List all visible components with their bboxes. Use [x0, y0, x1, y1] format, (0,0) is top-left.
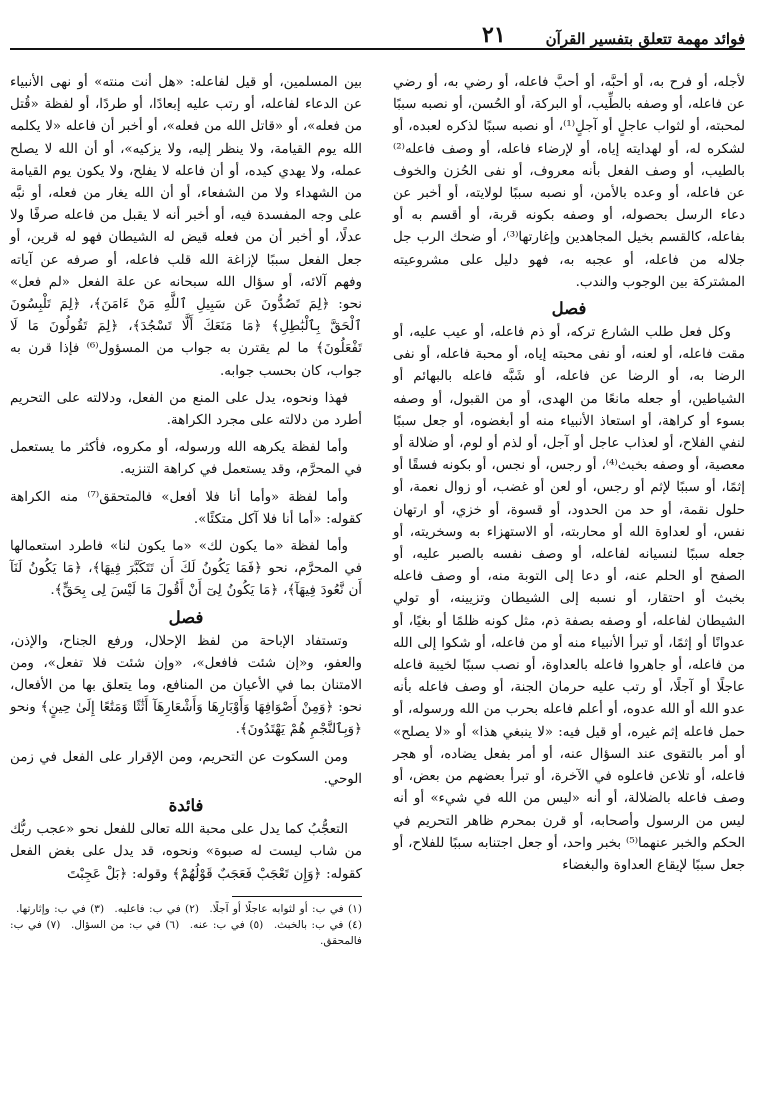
- section-title: فصل: [168, 607, 204, 627]
- paragraph: بين المسلمين، أو قيل لفاعله: «هل أنت منته» أو نهى الأنبياء عن الدعاء لفاعله، أو رتب عليه إبعادًا، أو طردًا، أو لفظة «قُتل من فعله»، أو «قاتل الله من فعله»، أو أخبر أن فاعله «لا يكلمه الله يوم القيامة، ولا ينظر إليه، ولا يزكيه»، أو أن الله لا يصلح عمله، ولا يهدي كيده، أو أن فاعله لا يفلح، ولا يكون يوم القيامة من الشهداء ولا من الشفعاء، أو أن الله يغار من فعله، أو نبَّه على وجه المفسدة فيه، أو أخبر أنه لا يقبل من فاعله صرفًا ولا عدلًا، أو أخبر أن من فعله قيض له الشيطان فهو له قرين، أو جعل الفعل سببًا لإزاغة الله قلب فاعله، أو صرفه عن آياته وفهم آلائه، أو سؤال الله سبحانه عن علة الفعل «لم فعل» نحو: ﴿لِمَ تَصُدُّونَ عَن سَبِيلِ ٱللَّهِ مَنْ ءَامَنَ﴾، ﴿لِمَ تَلْبِسُونَ ٱلْحَقَّ بِٱلْبَٰطِلِ﴾ ﴿مَا مَنَعَكَ أَلَّا تَسْجُدَ﴾، ﴿لِمَ تَقُولُونَ مَا لَا تَفْعَلُونَ﴾ ما لم يقترن به جواب من المسؤول⁽⁶⁾ فإذا قرن به جواب، كان بحسب جوابه.: [10, 75, 362, 379]
- running-title: فوائد مهمة تتعلق بتفسير القرآن: [545, 30, 745, 48]
- page-number: ٢١: [482, 22, 506, 48]
- paragraph: فهذا ونحوه، يدل على المنع من الفعل، ودلالته على التحريم أطرد من دلالته على مجرد الكراهة.: [10, 390, 362, 429]
- paragraph: وأما لفظة يكرهه الله ورسوله، أو مكروه، فأكثر ما يستعمل في المحرَّم، وقد يستعمل في كراهة التنزيه.: [10, 440, 362, 478]
- footnote: (٣) في ب: وإثارتها.: [16, 902, 105, 915]
- paragraph: وأما لفظة «ما يكون لك» «ما يكون لنا» فاطرد استعمالها في المحرَّم، نحو ﴿فَمَا يَكُونُ لَكَ أَن تَتَكَبَّرَ فِيهَا﴾، ﴿مَا يَكُونُ لَنَآ أَن نَّعُودَ فِيهَآ﴾، ﴿مَا يَكُونُ لِىٓ أَنْ أَقُولَ مَا لَيْسَ لِى بِحَقٍّ﴾.: [10, 539, 362, 599]
- footnote: (٢) في ب: فاعليه.: [114, 902, 200, 915]
- footnote: (٥) في ب: عنه.: [189, 918, 264, 931]
- paragraph: وتستفاد الإباحة من لفظ الإحلال، ورفع الجناح، والإذن، والعفو، و«إن شئت فافعل»، «وإن شئت فلا تفعل»، ومن الامتنان بما في الأعيان من المنافع، وما يتعلق بها من الأفعال، نحو: ﴿وَمِنْ أَصْوَافِهَا وَأَوْبَارِهَا وَأَشْعَارِهَآ أَثَٰثًا وَمَتَٰعًا إِلَىٰ حِينٍ﴾ ونحو ﴿وَبِٱلنَّجْمِ هُمْ يَهْتَدُونَ﴾.: [10, 633, 362, 738]
- page-header: [10, 4, 745, 50]
- paragraph: التعجُّبُ كما يدل على محبة الله تعالى للفعل نحو «عجب ربُّك من شاب ليست له صبوة» ونحوه، قد يدل على بغض الفعل كقوله: ﴿وَإِن تَعْجَبْ فَعَجَبٌ قَوْلُهُمْ﴾ وقوله: ﴿بَلْ عَجِبْتَ: [10, 822, 362, 882]
- footnote: (٦) في ب: من السؤال.: [70, 918, 180, 931]
- paragraph: وكل فعل طلب الشارع تركه، أو ذم فاعله، أو عيب عليه، أو مقت فاعله، أو لعنه، أو نفى محبته إياه، أو محبة فاعله، أو نفى الرضا به، أو الرضا عن فاعله، أو شَبَّه فاعله بالبهائم أو الشياطين، أو جعله مانعًا من الهدى، أو من القبول، أو وصفه بسوء أو كراهة، أو استعاذ الأنبياء منه أو أبغضوه، أو جعل سببًا لنفي الفلاح، أو لعذاب عاجل أو آجل، أو لذم أو لوم، أو ضلالة أو معصية، أو وصفه بخبث⁽⁴⁾، أو رجس، أو نجس، أو بكونه فسقًا أو إثمًا، أو سببًا لإثم أو رجس، أو لعن أو غضب، أو زوال نعمة، أو حلول نقمة، أو حد من الحدود، أو قسوة، أو خزي، أو ارتهان نفس، أو لعداوة الله أو محاربته، أو الاستهزاء به وسخريته، أو جعله سببًا لنسيانه لفاعله، أو وصف نفسه بالصبر عليه، أو الصفح أو الحلم عنه، أو دعا إلى التوبة منه، أو وصف فاعله بخبث أو احتقار، أو نسبه إلى الشيطان وتزيينه، أو تولي الشيطان لفاعله، أو وصفه بصفة ذم، مثل كونه ظلمًا أو بغيًا، أو عدوانًا أو إثمًا، أو تبرأ الأنبياء منه أو من فاعله، أو شكوا إلى الله من فاعله، أو جاهروا فاعله بالعداوة، أو نصب سببًا لخيبة فاعله عاجلًا أو آجلًا، أو رتب عليه حرمان الجنة، أو وصف فاعله بأنه عدو الله أو الله عدوه، أو أعلم فاعله بحرب من الله ورسوله، أو حمل فاعله إثم غيره، أو قيل فيه: «لا ينبغي هذا» أو «لا يصلح» أو أمر بالتقوى عند السؤال عنه، أو أمر بفعل يضاده، أو هجر فاعله، أو تلاعن فاعلوه في الآخرة، أو تبرأ بعضهم من بعض، أو وصف فاعله بالضلالة، أو أنه «ليس من الله في شيء» أو أنه ليس من الرسول وأصحابه، أو قرن بمحرم ظاهر التحريم في الحكم والخبر عنهما⁽⁵⁾ بخبر واحد، أو جعل اجتنابه سببًا للفلاح، أو جعل سببًا لإيقاع العداوة والبغضاء: [393, 325, 745, 873]
- subsection-title: فائدة: [168, 796, 204, 816]
- section-title: فصل: [551, 299, 587, 319]
- footnotes: [10, 901, 362, 949]
- right-column: [393, 72, 745, 949]
- text-columns: [10, 72, 745, 949]
- footnote: (١) في ب: أو لثوابه عاجلًا أو آجلًا.: [209, 902, 362, 915]
- footnote: (٤) في ب: بالخبث.: [273, 918, 362, 931]
- paragraph: لأجله، أو فرح به، أو أحبَّه، أو أحبَّ فاعله، أو رضي به، أو رضي عن فاعله، أو وصفه بالطِّيب، أو البركة، أو الحُسن، أو نصبه سببًا لمحبته، أو لثواب عاجلٍ أو آجلٍ⁽¹⁾، أو نصبه سببًا لذكره لعبده، أو لشكره له، أو لهدايته إياه، أو لإرضاء فاعله، أو وصف فاعله⁽²⁾ بالطيب، أو وصف الفعل بأنه معروف، أو نفى الحُزن والخوف عن فاعله، أو وعده بالأمن، أو نصبه سببًا لولايته، أو أخبر عن دعاء الرسل بحصوله، أو وصفه بكونه قربة، أو أقسم به أو بفاعله، كالقسم بخيل المجاهدين وإغارتها⁽³⁾، أو ضحك الرب جل جلاله من فاعله، أو عجبه به، فهو دليل على مشروعيته المشتركة بين الوجوب والندب.: [393, 75, 745, 290]
- footnote: (٧) في ب: فالمحقق.: [10, 918, 362, 947]
- paragraph: وأما لفظة «وأما أنا فلا أفعل» فالمتحقق⁽⁷⁾ منه الكراهة كقوله: «أما أنا فلا آكل متكئًا».: [10, 489, 362, 527]
- footnote-divider: [232, 896, 362, 897]
- paragraph: ومن السكوت عن التحريم، ومن الإقرار على الفعل في زمن الوحي.: [10, 749, 362, 787]
- left-column: [10, 72, 362, 949]
